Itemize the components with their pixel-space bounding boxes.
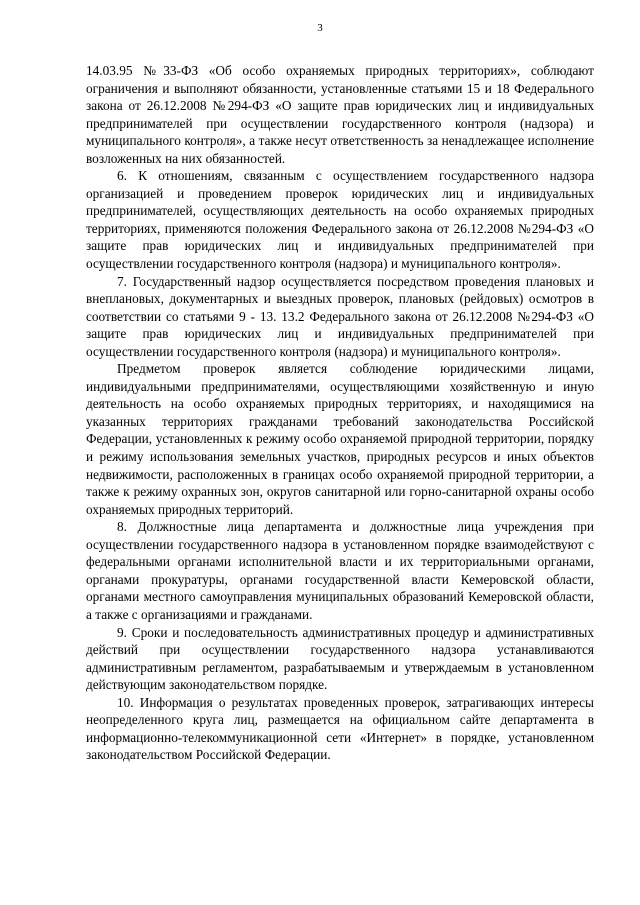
paragraph-inspection-subject: Предметом проверок является соблюдение юридическими лицами, индивидуальными предпринимателями, осуществляющими хозяйственную и иную деятельность на особо охраняемых природных территориях, и находящимися на указанных территориях гражданами требований законодательства Российской Федерации, установленных к режиму особо охраняемой природной территории, порядку и режиму использования земельных участков, природных ресурсов и иных объектов недвижимости, расположенных в границах особо охраняемой природной территории, а также к режиму охранных зон, округов санитарной или горно-санитарной охраны особо охраняемых природных территорий. [86,361,594,517]
paragraph-item-6: 6. К отношениям, связанным с осуществлением государственного надзора организацией и проведением проверок юридических лиц и индивидуальных предпринимателей, осуществляющих деятельность на особо охраняемых природных территориях, применяются положения Федерального закона от 26.12.2008 №294-ФЗ «О защите прав юридических лиц и индивидуальных предпринимателей при осуществлении государственного контроля (надзора) и муниципального контроля». [86,168,594,272]
paragraph-item-10: 10. Информация о результатах проведенных проверок, затрагивающих интересы неопределенного круга лиц, размещается на официальном сайте департамента в информационно-телекоммуникационной сети «Интернет» в порядке, установленном законодательством Российской Федерации. [86,694,594,763]
paragraph-item-7: 7. Государственный надзор осуществляется посредством проведения плановых и внеплановых, документарных и выездных проверок, плановых (рейдовых) осмотров в соответствии со статьями 9 - 13. 13.2 Федерального закона от 26.12.2008 №294-ФЗ «О защите прав юридических лиц и индивидуальных предпринимателей при осуществлении государственного контроля (надзора) и муниципального контроля». [86,273,594,359]
paragraph-item-8: 8. Должностные лица департамента и должностные лица учреждения при осуществлении государственного надзора в установленном порядке взаимодействуют с федеральными органами исполнительной власти и их территориальными органами, органами прокуратуры, органами государственной власти Кемеровской области, органами местного самоуправления муниципальных образований Кемеровской области, а также с организациями и гражданами. [86,519,594,622]
paragraph-continuation: 14.03.95 №33-ФЗ «Об особо охраняемых природных территориях», соблюдают ограничения и выполняют обязанности, установленные статьями 15 и 18 Федерального закона от 26.12.2008 №294-ФЗ «О защите прав юридических лиц и индивидуальных предпринимателей при осуществлении государственного контроля (надзора) и муниципального контроля», а также несут ответственность за ненадлежащее исполнение возложенных на них обязанностей. [86,63,594,166]
page-number: 3 [317,22,323,34]
paragraph-item-9: 9. Сроки и последовательность административных процедур и административных действий при осуществлении государственного надзора устанавливаются административным регламентом, разрабатываемым и утверждаемым в установленном действующим законодательством порядке. [86,624,594,693]
document-body [86,62,594,764]
